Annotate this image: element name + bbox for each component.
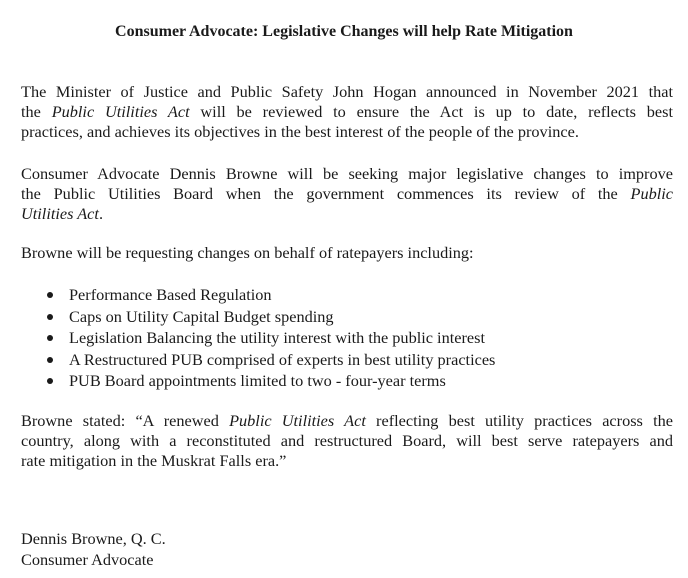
p2-line-1: Consumer Advocate Dennis Browne will be seeking major legislative changes to improve: [21, 164, 673, 183]
p1-line-1: The Minister of Justice and Public Safety John Hogan announced in November 2021 that: [21, 82, 673, 101]
signature-block: [21, 528, 166, 570]
bullet-icon: [47, 335, 53, 341]
requested-changes-list: [47, 284, 495, 392]
p2-line-3: Utilities Act.: [21, 204, 104, 223]
p3-line-1: Browne will be requesting changes on behalf of ratepayers including:: [21, 243, 474, 262]
bullet-icon: [47, 314, 53, 320]
bullet-icon: [47, 378, 53, 384]
p4-line-3: rate mitigation in the Muskrat Falls era.”: [21, 451, 287, 470]
p1-line-3: practices, and achieves its objectives in the best interest of the people of the province.: [21, 122, 579, 141]
p2-line-2: the Public Utilities Board when the government commences its review of the Public: [21, 184, 673, 203]
document-title: Consumer Advocate: Legislative Changes will help Rate Mitigation: [115, 23, 573, 40]
list-item: Caps on Utility Capital Budget spending: [47, 306, 495, 328]
signature-role: Consumer Advocate: [21, 550, 154, 569]
paragraph-announcement: [21, 82, 673, 142]
list-item: A Restructured PUB comprised of experts in best utility practices: [47, 349, 495, 371]
paragraph-browne-changes: [21, 164, 673, 224]
list-item: PUB Board appointments limited to two - four-year terms: [47, 370, 495, 392]
p1-line-2: the Public Utilities Act will be reviewed to ensure the Act is up to date, reflects best: [21, 102, 673, 121]
p4-line-1: Browne stated: “A renewed Public Utilities Act reflecting best utility practices across the: [21, 411, 673, 430]
list-item: Performance Based Regulation: [47, 284, 495, 306]
bullet-icon: [47, 292, 53, 298]
paragraph-browne-quote: [21, 411, 673, 471]
paragraph-requesting: [21, 243, 673, 263]
bullet-icon: [47, 357, 53, 363]
signature-name: Dennis Browne, Q. C.: [21, 529, 166, 548]
list-item: Legislation Balancing the utility interest with the public interest: [47, 327, 495, 349]
p4-line-2: country, along with a reconstituted and restructured Board, will best serve ratepayers and: [21, 431, 673, 450]
